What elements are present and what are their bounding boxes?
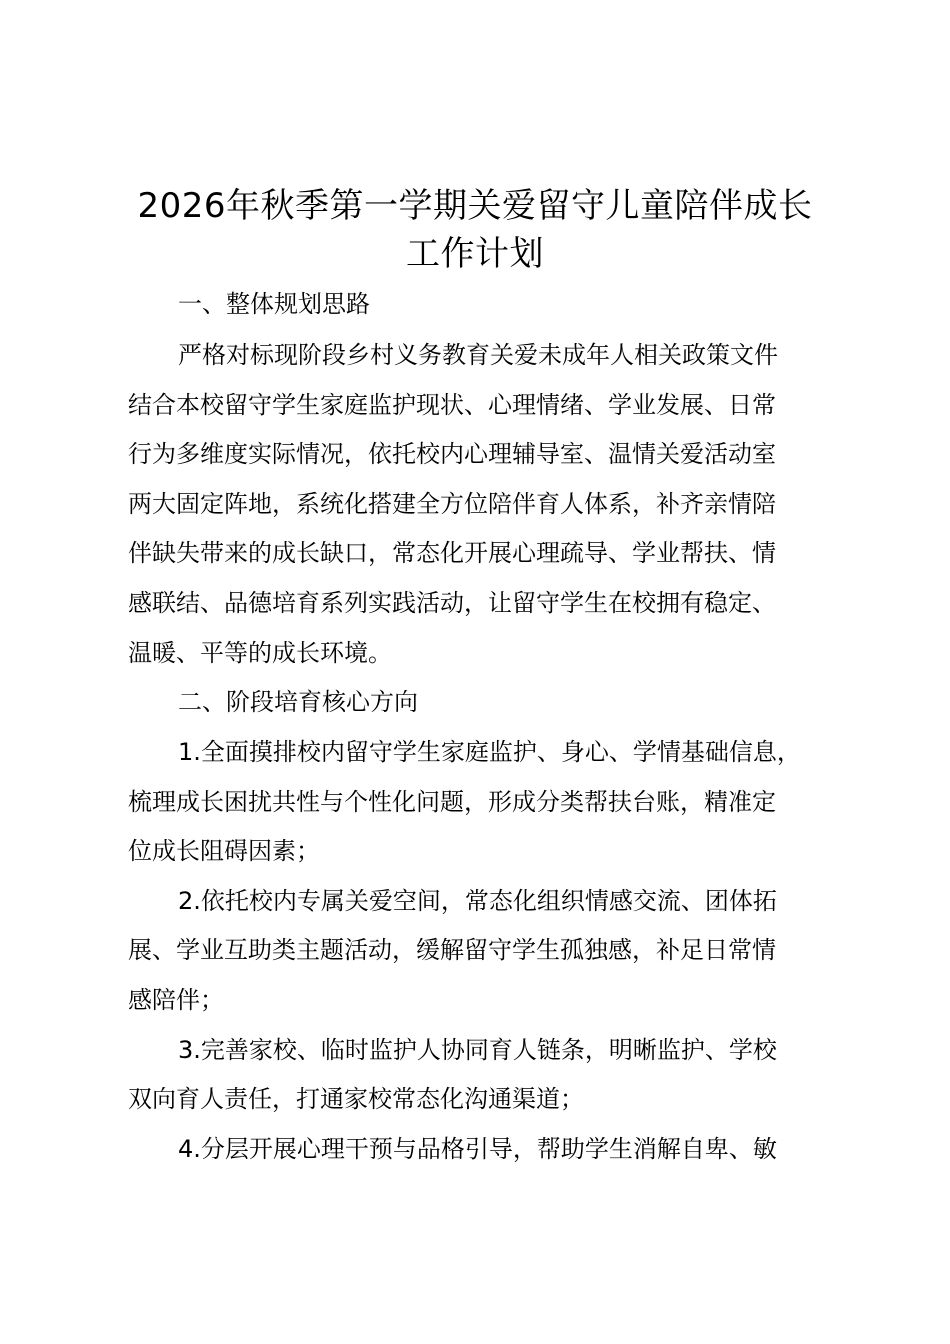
document-line: 伴缺失带来的成长缺口，常态化开展心理疏导、学业帮扶、情 (128, 539, 776, 567)
document-line: 位成长阻碍因素； (128, 837, 320, 865)
document-line: 严格对标现阶段乡村义务教育关爱未成年人相关政策文件 (178, 341, 778, 369)
document-line: 2.依托校内专属关爱空间，常态化组织情感交流、团体拓 (178, 887, 777, 915)
document-line: 二、阶段培育核心方向 (178, 688, 418, 716)
document-line: 两大固定阵地，系统化搭建全方位陪伴育人体系，补齐亲情陪 (128, 490, 776, 518)
document-line: 温暖、平等的成长环境。 (128, 639, 392, 667)
document-line: 行为多维度实际情况，依托校内心理辅导室、温情关爱活动室 (128, 440, 776, 468)
document-line: 4.分层开展心理干预与品格引导，帮助学生消解自卑、敏 (178, 1135, 777, 1163)
document-line: 结合本校留守学生家庭监护现状、心理情绪、学业发展、日常 (128, 391, 776, 419)
document-title-line-1: 2026年秋季第一学期关爱留守儿童陪伴成长 (137, 186, 813, 226)
document-line: 感陪伴； (128, 986, 224, 1014)
document-line: 3.完善家校、临时监护人协同育人链条，明晰监护、学校 (178, 1036, 777, 1064)
document-line: 1.全面摸排校内留守学生家庭监护、身心、学情基础信息， (178, 738, 801, 766)
document-line: 梳理成长困扰共性与个性化问题，形成分类帮扶台账，精准定 (128, 788, 776, 816)
document-title-line-2: 工作计划 (406, 234, 544, 274)
document-line: 感联结、品德培育系列实践活动，让留守学生在校拥有稳定、 (128, 589, 776, 617)
document-line: 展、学业互助类主题活动，缓解留守学生孤独感，补足日常情 (128, 936, 776, 964)
document-line: 一、整体规划思路 (178, 290, 370, 318)
document-line: 双向育人责任，打通家校常态化沟通渠道； (128, 1085, 584, 1113)
